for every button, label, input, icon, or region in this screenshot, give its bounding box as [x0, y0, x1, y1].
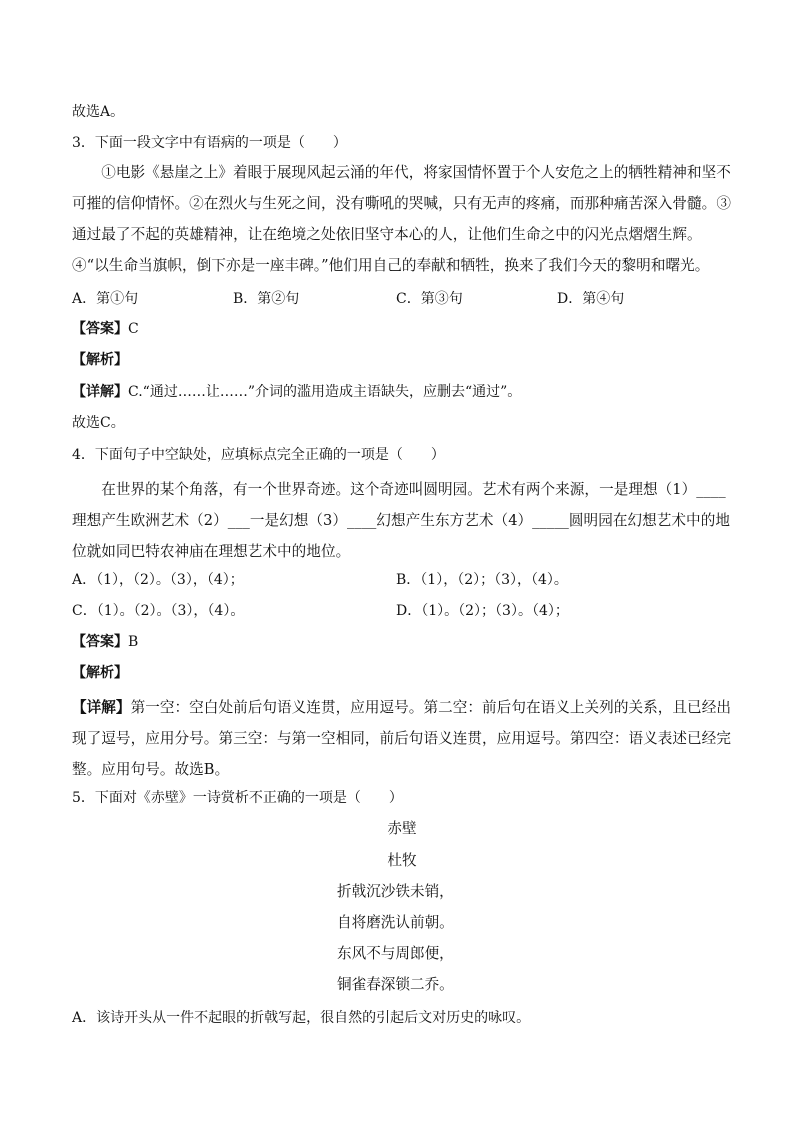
question-3-option-b: B．第②句: [233, 291, 300, 307]
analysis-tag: 【解析】: [72, 665, 128, 681]
detail-text: C.“通过……让……”介词的滥用造成主语缺失，应删去“通过”。: [128, 384, 522, 400]
answer-value: C: [128, 321, 139, 337]
question-4-stem: 4．下面句子中空缺处，应填标点完全正确的一项是（ ）: [72, 447, 445, 463]
question-3-conclusion: 故选C。: [72, 415, 125, 431]
question-4-detail: [72, 692, 732, 785]
question-3-option-d: D．第④句: [557, 291, 625, 307]
poem-line-1: 折戟沉沙铁未销，: [337, 883, 454, 900]
answer-value: B: [128, 634, 139, 650]
question-4-passage: 在世界的某个角落，有一个世界奇迹。这个奇迹叫圆明园。艺术有两个来源，一是理想（1）____理想产生欧洲艺术（2）___一是幻想（3）____幻想产生东方艺术（4）_____圆明园在幻想艺术中的地位就如同巴特农神庙在理想艺术中的地位。: [72, 481, 730, 560]
question-4-option-c: C．（1）。（2）。（3），（4）。: [72, 603, 245, 619]
poem-author: 杜牧: [387, 852, 417, 869]
question-3-detail: [72, 382, 732, 402]
question-4-option-b: B．（1），（2）；（3），（4）。: [396, 572, 568, 588]
question-3-option-c: C．第③句: [396, 291, 463, 307]
detail-text: 第一空：空白处前后句语义连贯，应用逗号。第二空：前后句在语义上关列的关系，且已经出现了逗号，应用分号。第三空：与第一空相同，前后句语义连贯，应用逗号。第四空：语义表述已经完整。应用句号。故选B。: [72, 699, 731, 778]
question-3-answer: [72, 319, 732, 339]
question-4-analysis-tag: [72, 663, 732, 683]
question-3-passage: ①电影《悬崖之上》着眼于展现风起云涌的年代，将家国情怀置于个人安危之上的牺牲精神和坚不可摧的信仰情怀。②在烈火与生死之间，没有嘶吼的哭喊，只有无声的疼痛，而那种痛苦深入骨髓。③通过最了不起的英雄精神，让在绝境之处依旧坚守本心的人，让他们生命之中的闪光点熠熠生辉。④“以生命当旗帜，倒下亦是一座丰碑。”他们用自己的奉献和牺牲，换来了我们今天的黎明和曙光。: [72, 164, 731, 274]
question-4-option-d: D．（1）。（2）；（3）。（4）；: [396, 603, 569, 619]
answer-tag: 【答案】: [72, 321, 128, 337]
answer-tag: 【答案】: [72, 634, 128, 650]
question-3-stem: 3．下面一段文字中有语病的一项是（ ）: [72, 135, 347, 151]
detail-tag: 【详解】: [72, 699, 131, 716]
question-3-analysis-tag: [72, 350, 732, 370]
analysis-tag: 【解析】: [72, 352, 128, 368]
poem-line-4: 铜雀春深锁二乔。: [337, 976, 454, 993]
question-4-option-a: A．（1），（2）。（3），（4）；: [72, 572, 244, 588]
previous-conclusion: 故选A。: [72, 104, 125, 120]
question-5-stem: 5．下面对《赤壁》一诗赏析不正确的一项是（ ）: [72, 790, 403, 806]
question-3-option-a: A．第①句: [72, 291, 139, 307]
question-4-answer: [72, 632, 732, 652]
detail-tag: 【详解】: [72, 384, 128, 400]
question-5-option-a: A．该诗开头从一件不起眼的折戟写起，很自然的引起后文对历史的咏叹。: [72, 1010, 531, 1026]
poem-title: 赤壁: [387, 820, 417, 837]
poem-line-2: 自将磨洗认前朝。: [337, 914, 454, 931]
poem-line-3: 东风不与周郎便，: [337, 945, 454, 962]
